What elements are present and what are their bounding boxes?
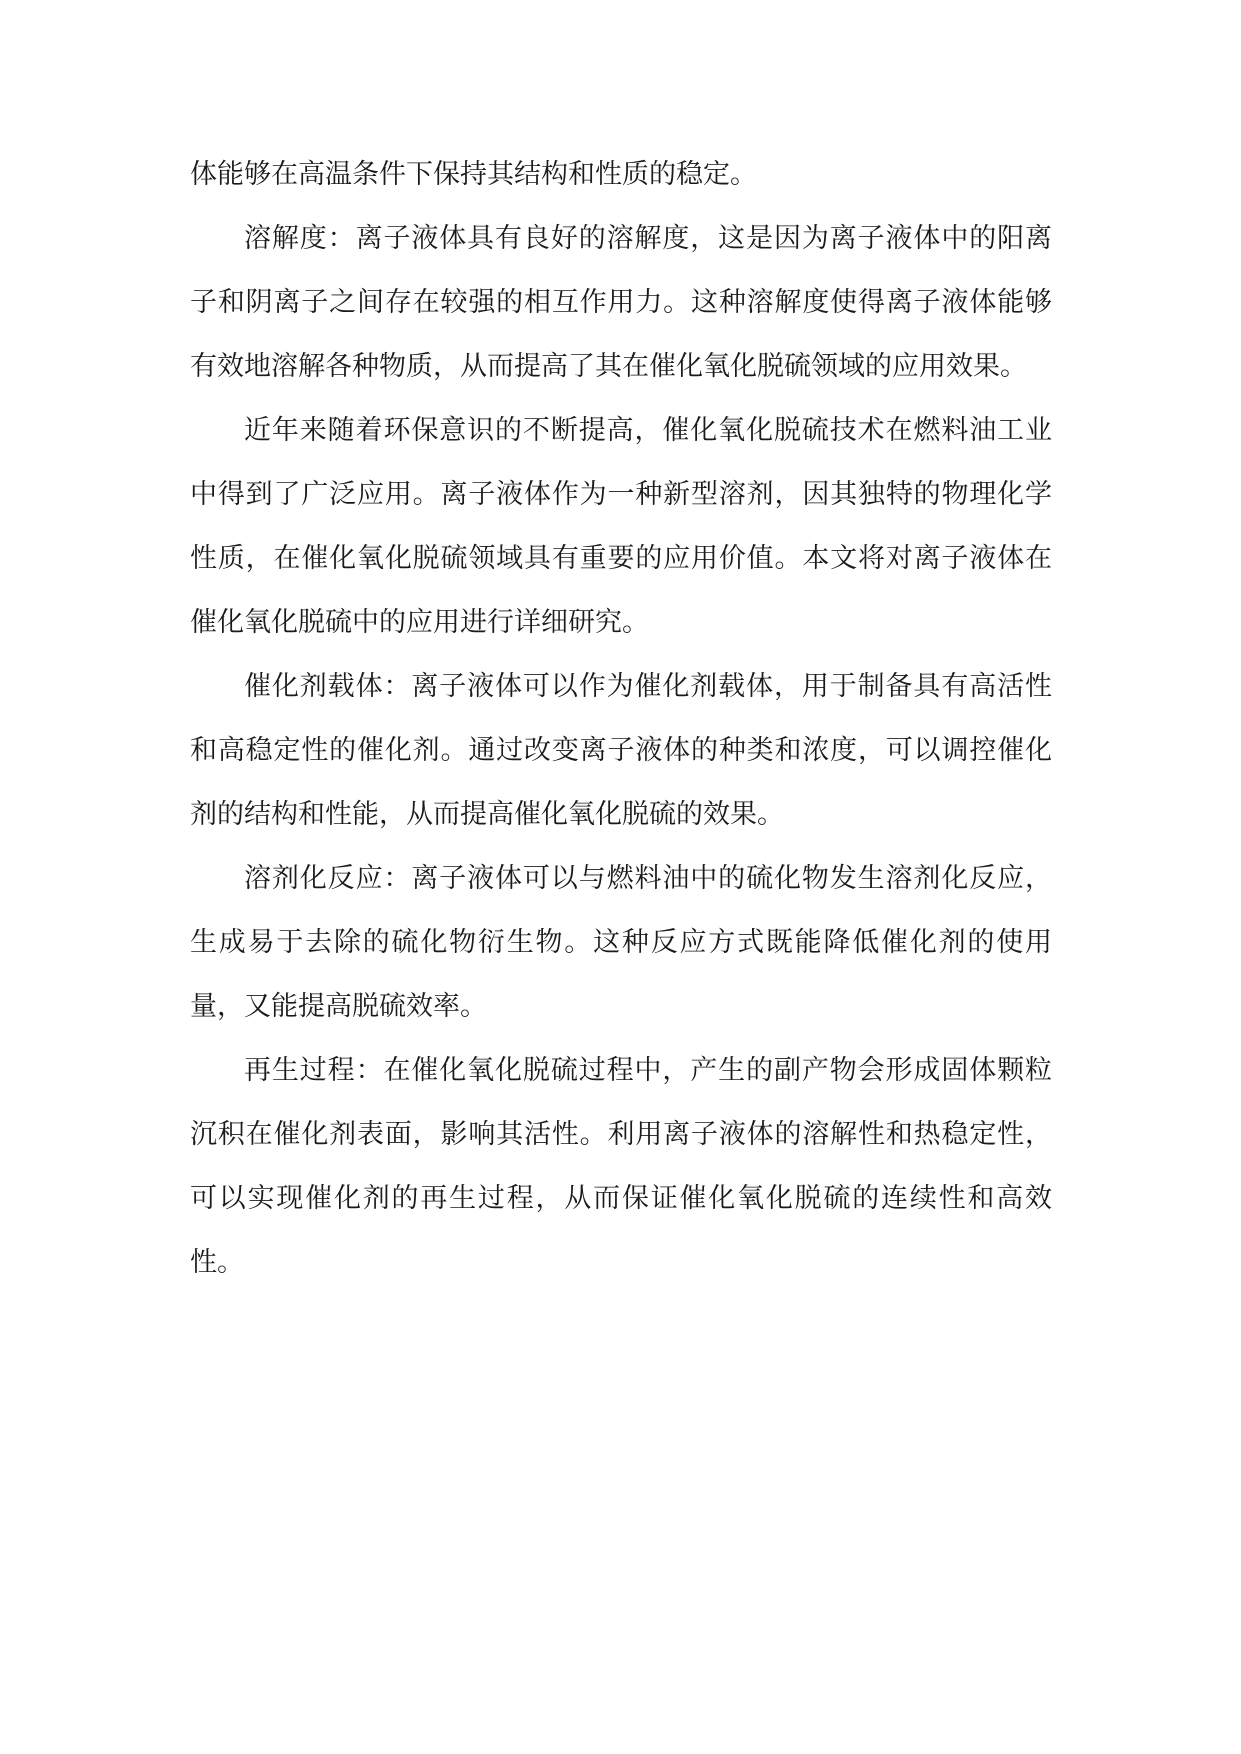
paragraph-catalyst-carrier: 催化剂载体：离子液体可以作为催化剂载体，用于制备具有高活性和高稳定性的催化剂。通过改变离子液体的种类和浓度，可以调控催化剂的结构和性能，从而提高催化氧化脱硫的效果。	[190, 671, 1052, 830]
body-text	[190, 143, 1052, 1295]
paragraph-solubility: 溶解度：离子液体具有良好的溶解度，这是因为离子液体中的阳离子和阴离子之间存在较强的相互作用力。这种溶解度使得离子液体能够有效地溶解各种物质，从而提高了其在催化氧化脱硫领域的应用效果。	[190, 223, 1052, 382]
paragraph-solvation-reaction: 溶剂化反应：离子液体可以与燃料油中的硫化物发生溶剂化反应，生成易于去除的硫化物衍生物。这种反应方式既能降低催化剂的使用量，又能提高脱硫效率。	[190, 863, 1052, 1022]
paragraph-introduction: 近年来随着环保意识的不断提高，催化氧化脱硫技术在燃料油工业中得到了广泛应用。离子液体作为一种新型溶剂，因其独特的物理化学性质，在催化氧化脱硫领域具有重要的应用价值。本文将对离子液体在催化氧化脱硫中的应用进行详细研究。	[190, 415, 1052, 638]
paragraph-regeneration: 再生过程：在催化氧化脱硫过程中，产生的副产物会形成固体颗粒沉积在催化剂表面，影响其活性。利用离子液体的溶解性和热稳定性，可以实现催化剂的再生过程，从而保证催化氧化脱硫的连续性和高效性。	[190, 1055, 1052, 1278]
paragraph-continuation: 体能够在高温条件下保持其结构和性质的稳定。	[190, 159, 757, 190]
